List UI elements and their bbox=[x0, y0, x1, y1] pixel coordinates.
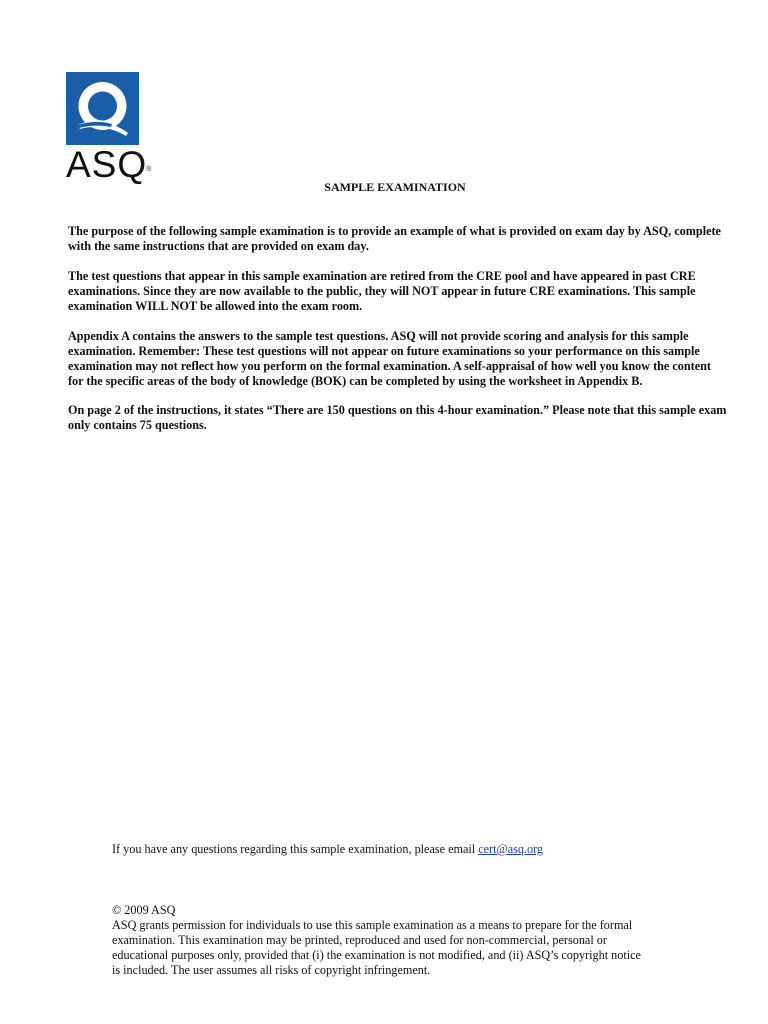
contact-text: If you have any questions regarding this sample examination, please email bbox=[112, 842, 479, 856]
paragraph-retired-questions: The test questions that appear in this sample examination are retired from the CRE pool and have appeared in past CRE examinations. Since they are now available to the public, they will NOT appear in future CRE examinations. This sample examination WILL NOT be allowed into the exam room. bbox=[68, 269, 696, 313]
copyright-permission: ASQ grants permission for individuals to use this sample examination as a means to prepare for the formal examination. This examination may be printed, reproduced and used for non-commercial, personal or educational purposes only, provided that (i) the examination is not modified, and (ii) ASQ’s copyright notice is included. The user assumes all risks of copyright infringement. bbox=[112, 918, 641, 977]
asq-logo bbox=[66, 72, 152, 185]
asq-logo-text: ASQ® bbox=[66, 144, 152, 185]
page-title: SAMPLE EXAMINATION bbox=[324, 180, 466, 194]
copyright-notice bbox=[112, 903, 652, 978]
copyright-year: © 2009 ASQ bbox=[112, 903, 176, 917]
email-link[interactable]: cert@asq.org bbox=[478, 842, 544, 856]
asq-q-logo-icon bbox=[66, 72, 139, 145]
contact-line bbox=[112, 842, 543, 857]
paragraph-appendix: Appendix A contains the answers to the sample test questions. ASQ will not provide scoring and analysis for this sample examination. Remember: These test questions will not appear on future examinations so your performance on this sample examination may not reflect how you perform on the formal examination. A self-appraisal of how well you know the content for the specific areas of the body of knowledge (BOK) can be completed by using the worksheet in Appendix B. bbox=[68, 329, 711, 388]
paragraph-purpose: The purpose of the following sample examination is to provide an example of what is provided on exam day by ASQ, complete with the same instructions that are provided on exam day. bbox=[68, 224, 721, 253]
paragraph-question-count: On page 2 of the instructions, it states “There are 150 questions on this 4-hour examination.” Please note that this sample exam only contains 75 questions. bbox=[68, 403, 727, 432]
registered-mark: ® bbox=[146, 166, 152, 173]
